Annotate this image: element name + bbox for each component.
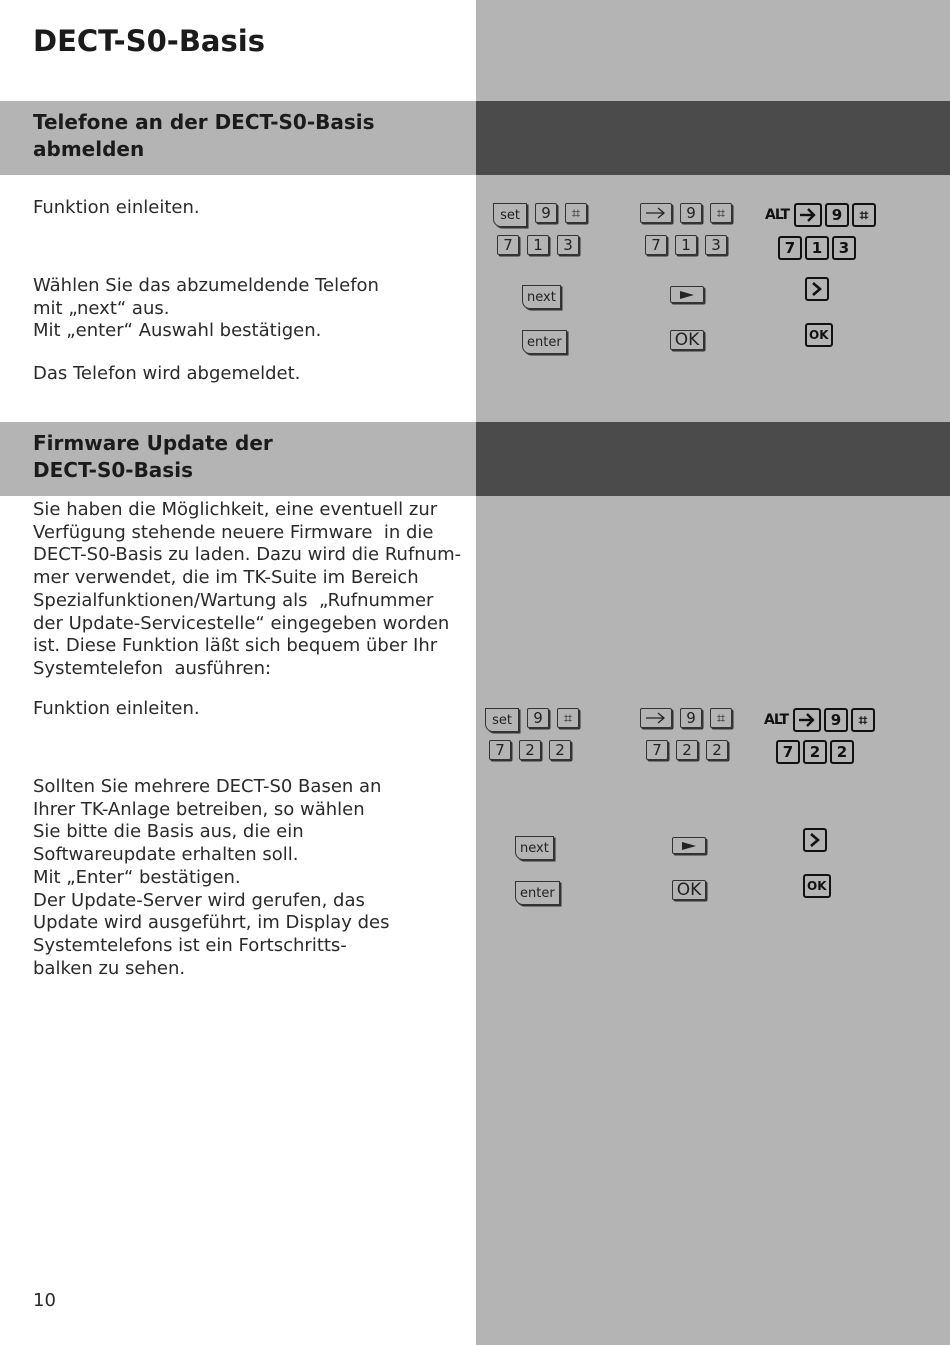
- page-number: 10: [33, 1290, 56, 1311]
- key-1: 1: [675, 235, 697, 255]
- play-arrow-icon: [670, 286, 704, 303]
- alt-key: ALT: [765, 207, 789, 223]
- enter-key: enter: [515, 881, 560, 905]
- key-9: 9: [527, 708, 549, 728]
- section1-heading-line1: Telefone an der DECT-S0-Basis: [33, 110, 375, 134]
- s2-keys-b-row2: [646, 740, 728, 760]
- key-2: 2: [549, 740, 571, 760]
- key-7: 7: [776, 740, 800, 764]
- next-key: next: [522, 285, 561, 309]
- key-1: 1: [527, 235, 549, 255]
- key-9: 9: [680, 203, 702, 223]
- key-3: 3: [557, 235, 579, 255]
- section1-heading: [33, 109, 375, 163]
- key-7: 7: [489, 740, 511, 760]
- transfer-arrow-icon: [640, 203, 672, 223]
- s2-keys-a-row1: [485, 708, 579, 732]
- key-7: 7: [646, 740, 668, 760]
- hash-key: ⌗: [710, 708, 732, 728]
- s1-keys-c-row2: [778, 236, 856, 260]
- set-key: set: [485, 708, 519, 732]
- transfer-arrow-icon: [793, 708, 821, 732]
- page-title: DECT-S0-Basis: [33, 24, 265, 58]
- key-2: 2: [803, 740, 827, 764]
- section-header-bar-dark: [476, 422, 950, 496]
- ok-key: OK: [670, 330, 704, 350]
- key-2: 2: [676, 740, 698, 760]
- s2-keys-c-row2: [776, 740, 854, 764]
- alt-key: ALT: [764, 712, 788, 728]
- key-2: 2: [519, 740, 541, 760]
- section1-step3: Das Telefon wird abgemeldet.: [33, 363, 301, 384]
- right-column-background: [476, 0, 950, 1345]
- section2-intro: Sie haben die Möglichkeit, eine eventuell zur Verfügung stehende neuere Firmware in die DECT-S0-Basis zu laden. Dazu wird die Rufnum- mer verwendet, die im TK-Suite im Bereich Spezialfunktionen/Wartung als „Rufnummer der Update-Servicestelle“ eingegeben worden ist. Diese Funktion läßt sich bequem über Ihr Systemtelefon ausführen:: [33, 499, 462, 679]
- hash-key: ⌗: [851, 708, 875, 732]
- ok-key: OK: [672, 880, 706, 900]
- s1-keys-b-row1: [640, 203, 732, 223]
- chevron-right-icon: [803, 828, 827, 852]
- set-key: set: [493, 203, 527, 227]
- transfer-arrow-icon: [640, 708, 672, 728]
- hash-key: ⌗: [557, 708, 579, 728]
- s1-keys-b-row2: [645, 235, 727, 255]
- key-7: 7: [645, 235, 667, 255]
- key-9: 9: [535, 203, 557, 223]
- key-2: 2: [706, 740, 728, 760]
- section1-step2: Wählen Sie das abzumeldende Telefon mit „next“ aus. Mit „enter“ Auswahl bestätigen.: [33, 275, 379, 342]
- s2-keys-b-row1: [640, 708, 732, 728]
- key-2: 2: [830, 740, 854, 764]
- hash-key: ⌗: [565, 203, 587, 223]
- key-9: 9: [824, 708, 848, 732]
- play-arrow-icon: [672, 837, 706, 854]
- key-7: 7: [497, 235, 519, 255]
- chevron-right-icon: [805, 277, 829, 301]
- hash-key: ⌗: [852, 203, 876, 227]
- s2-keys-c-row1: [762, 708, 875, 732]
- section2-step2: Sollten Sie mehrere DECT-S0 Basen an Ihrer TK-Anlage betreiben, so wählen Sie bitte die Basis aus, die ein Softwareupdate erhalten soll. Mit „Enter“ bestätigen. Der Update-Server wird gerufen, das Update wird ausgeführt, im Display des Systemtelefons ist ein Fortschritts- balken zu sehen.: [33, 776, 390, 979]
- s1-keys-a-row1: [493, 203, 587, 227]
- section-header-bar-dark: [476, 101, 950, 175]
- section2-step1: Funktion einleiten.: [33, 698, 200, 719]
- key-3: 3: [832, 236, 856, 260]
- key-1: 1: [805, 236, 829, 260]
- section1-heading-line2: abmelden: [33, 137, 145, 161]
- ok-key-bold: OK: [803, 874, 831, 898]
- section1-step1: Funktion einleiten.: [33, 197, 200, 218]
- key-3: 3: [705, 235, 727, 255]
- s1-keys-a-row2: [497, 235, 579, 255]
- enter-key: enter: [522, 330, 567, 354]
- s2-keys-a-row2: [489, 740, 571, 760]
- s1-keys-c-row1: [763, 203, 876, 227]
- key-9: 9: [680, 708, 702, 728]
- ok-key-bold: OK: [805, 323, 833, 347]
- transfer-arrow-icon: [794, 203, 822, 227]
- key-7: 7: [778, 236, 802, 260]
- hash-key: ⌗: [710, 203, 732, 223]
- section2-heading: [33, 430, 273, 484]
- next-key: next: [515, 836, 554, 860]
- section2-heading-line2: DECT-S0-Basis: [33, 458, 193, 482]
- section2-heading-line1: Firmware Update der: [33, 431, 273, 455]
- key-9: 9: [825, 203, 849, 227]
